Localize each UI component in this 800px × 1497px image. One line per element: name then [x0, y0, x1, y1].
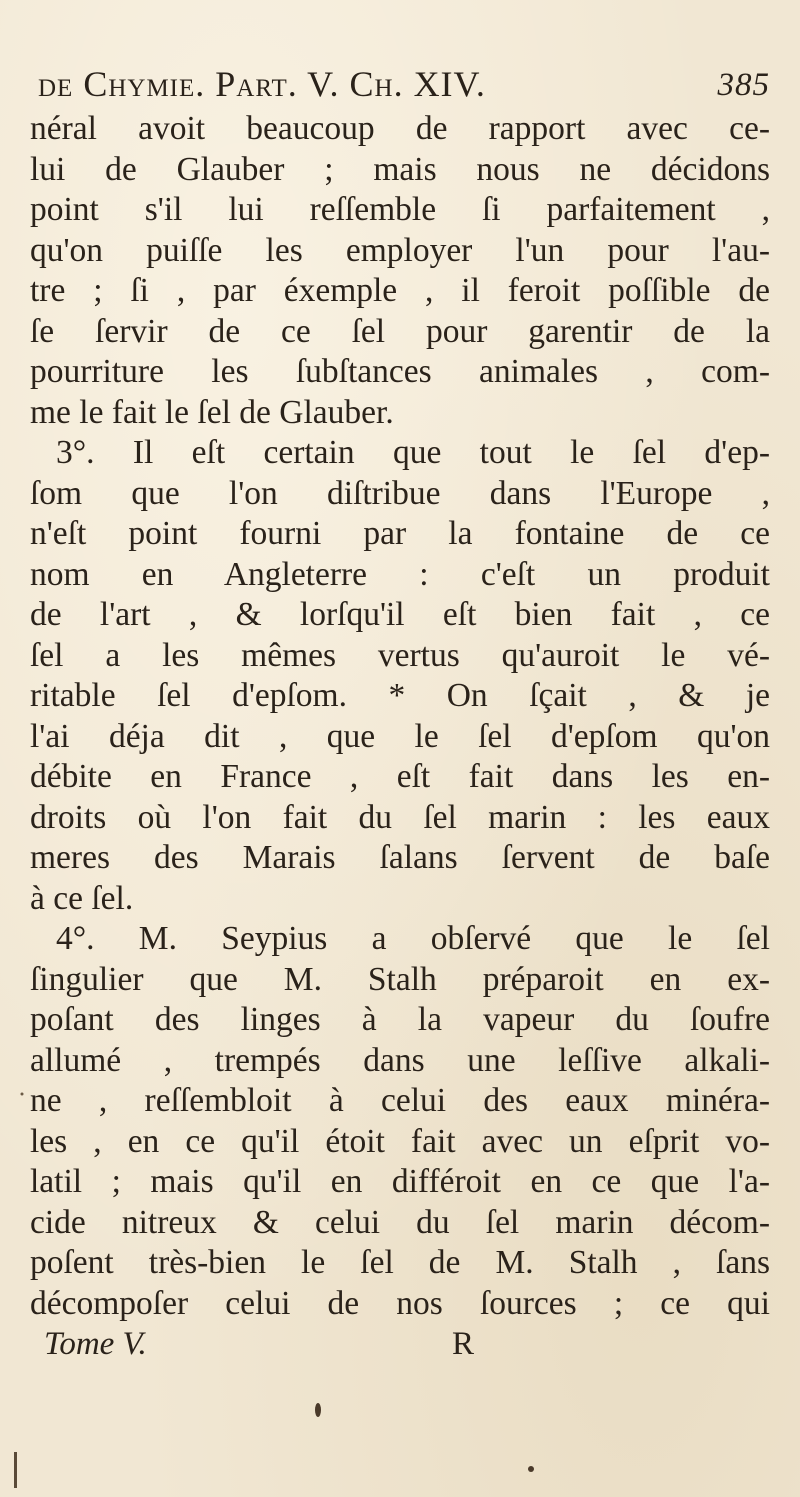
text-line: ſingulier que M. Stalh préparoit en ex- — [30, 960, 770, 998]
body-text — [30, 109, 770, 1324]
text-line: ne , reſſembloit à celui des eaux minéra- — [30, 1082, 770, 1119]
text-line: néral avoit beaucoup de rapport avec ce- — [30, 110, 770, 147]
text-line: nom en Angleterre : c'eſt un produit — [30, 555, 770, 593]
text-line: de l'art , & lorſqu'il eſt bien fait , ce — [30, 596, 770, 633]
text-line: ritable ſel d'epſom. * On ſçait , & je — [30, 677, 770, 714]
text-line: meres des Marais ſalans ſervent de baſe — [30, 839, 770, 876]
book-page — [30, 55, 770, 1370]
ink-speck — [315, 1403, 321, 1417]
ink-speck — [21, 1093, 24, 1096]
text-line: ſom que l'on diſtribue dans l'Europe , — [30, 474, 770, 512]
text-line: lui de Glauber ; mais nous ne décidons — [30, 150, 770, 188]
running-title: de Chymie. Part. V. Ch. XIV. — [38, 64, 486, 104]
ink-speck — [14, 1452, 17, 1488]
text-line: débite en France , eſt fait dans les en- — [30, 758, 770, 795]
text-line: pourriture les ſubſtances animales , com- — [30, 353, 770, 390]
ink-speck — [528, 1466, 534, 1472]
text-line: point s'il lui reſſemble ſi parfaitement , — [30, 191, 770, 228]
text-line: me le fait le ſel de Glauber. — [30, 393, 394, 431]
text-line: cide nitreux & celui du ſel marin décom- — [30, 1203, 770, 1241]
text-line: tre ; ſi , par éxemple , il feroit poſſible de — [30, 272, 770, 309]
text-line: allumé , trempés dans une leſſive alkali- — [30, 1041, 770, 1079]
text-line: décompoſer celui de nos ſources ; ce qui — [30, 1284, 770, 1322]
text-line: ſe ſervir de ce ſel pour garentir de la — [30, 312, 770, 350]
text-line: 4°. M. Seypius a obſervé que le ſel — [56, 920, 770, 957]
text-line: les , en ce qu'il étoit fait avec un eſprit vo- — [30, 1122, 770, 1160]
text-line: à ce ſel. — [30, 879, 134, 917]
text-line: n'eſt point fourni par la fontaine de ce — [30, 515, 770, 552]
text-line: poſent très-bien le ſel de M. Stalh , ſans — [30, 1244, 770, 1281]
page-header — [30, 55, 770, 107]
text-line: poſant des linges à la vapeur du ſoufre — [30, 1001, 770, 1038]
volume-mark: Tome V. — [44, 1326, 147, 1362]
text-line: latil ; mais qu'il en différoit en ce que l'a- — [30, 1163, 770, 1200]
text-line: ſel a les mêmes vertus qu'auroit le vé- — [30, 636, 770, 674]
text-line: 3°. Il eſt certain que tout le ſel d'ep- — [56, 434, 770, 471]
signature-mark: R — [452, 1326, 475, 1362]
text-line: qu'on puiſſe les employer l'un pour l'au- — [30, 231, 770, 269]
page-number: 385 — [717, 67, 770, 103]
text-line: l'ai déja dit , que le ſel d'epſom qu'on — [30, 717, 770, 755]
page-footer — [30, 1326, 770, 1370]
text-line: droits où l'on fait du ſel marin : les eaux — [30, 798, 770, 836]
